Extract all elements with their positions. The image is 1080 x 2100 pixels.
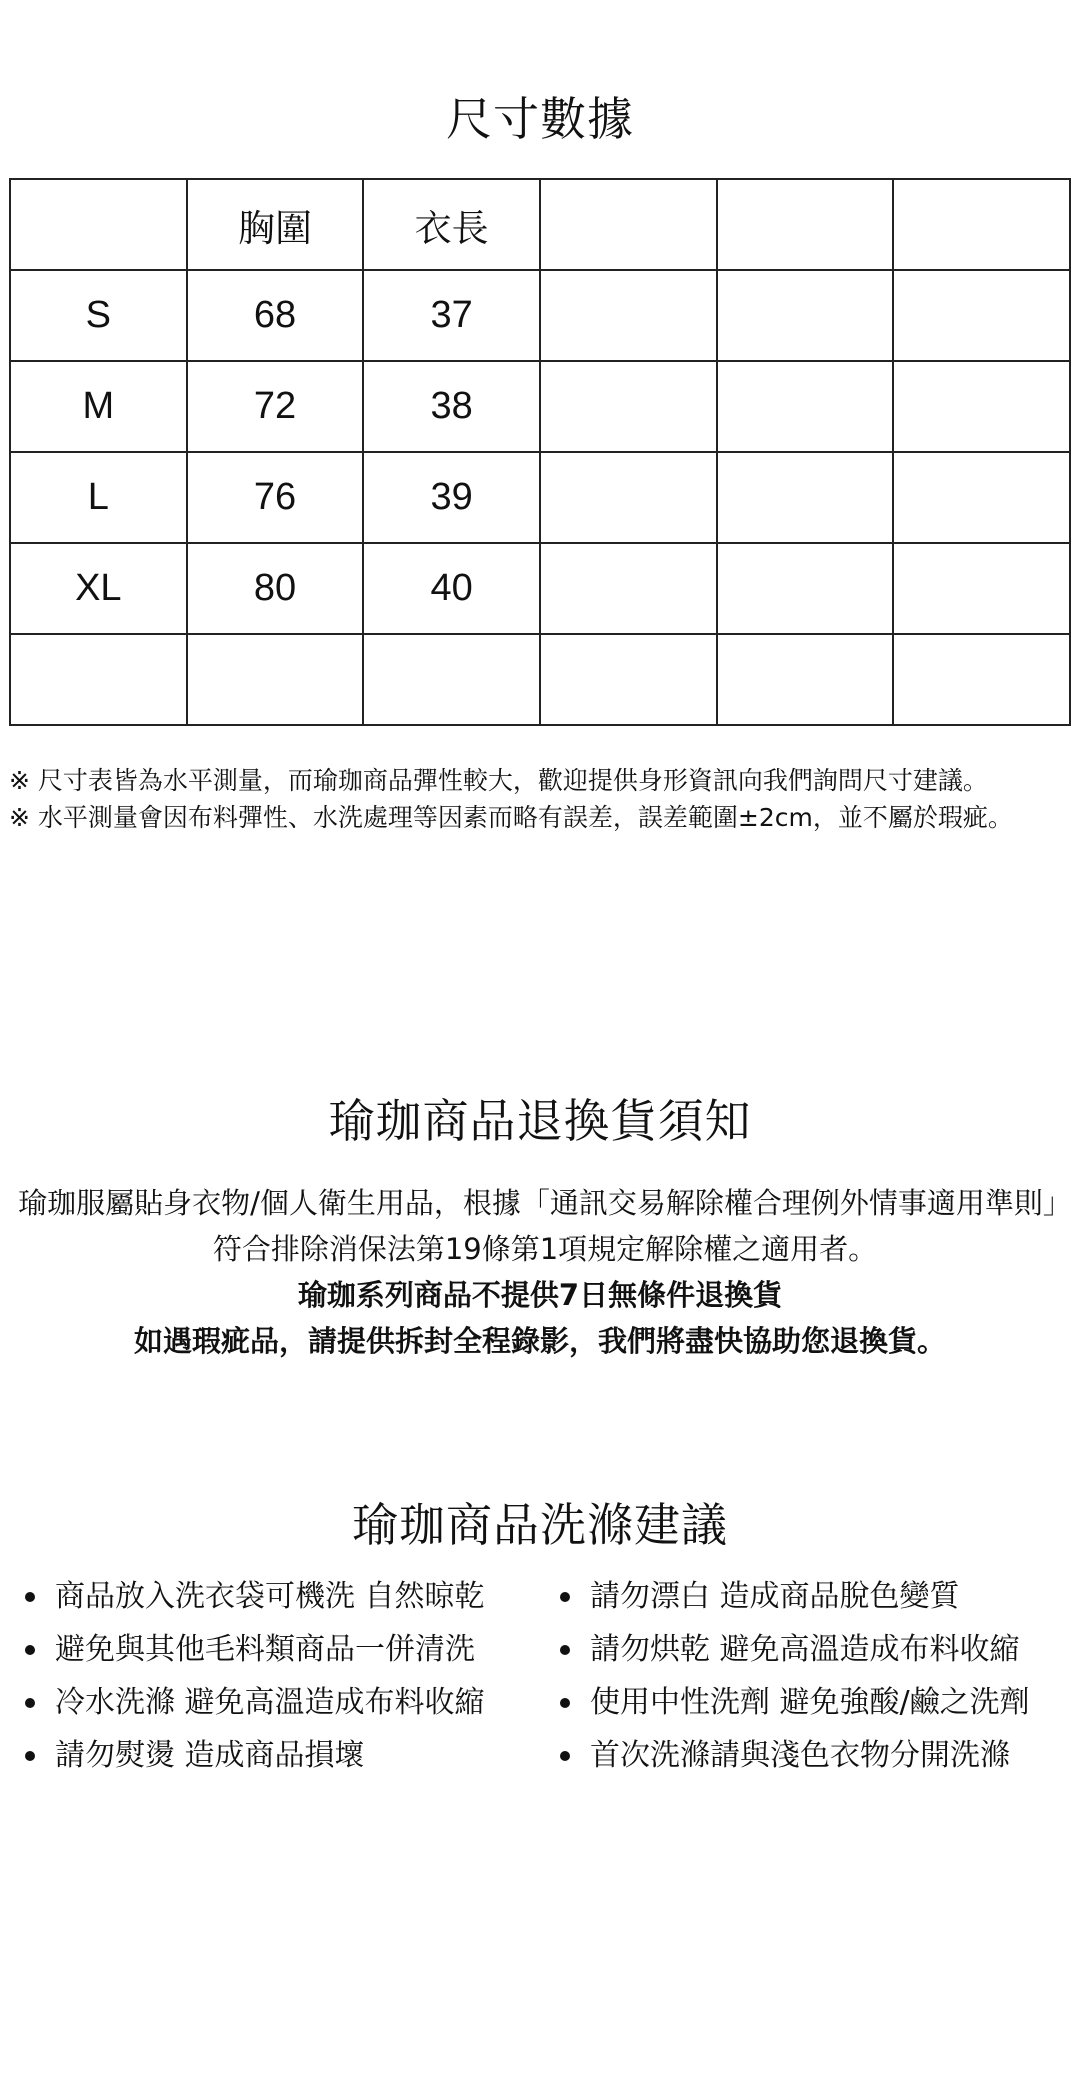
table-cell	[893, 179, 1070, 270]
size-note: ※ 水平測量會因布料彈性、水洗處理等因素而略有誤差，誤差範圍±2cm，並不屬於瑕疵。	[9, 803, 1013, 832]
size-label: S	[10, 270, 187, 361]
table-row	[10, 634, 1070, 725]
length-value: 39	[363, 452, 540, 543]
chest-value: 80	[187, 543, 364, 634]
length-value: 40	[363, 543, 540, 634]
bullet-icon	[560, 1645, 570, 1655]
size-label: L	[10, 452, 187, 543]
table-cell	[717, 452, 894, 543]
care-instructions-title: 瑜珈商品洗滌建議	[352, 1498, 728, 1552]
care-item-text: 避免與其他毛料類商品一併清洗	[55, 1632, 475, 1667]
table-row	[10, 361, 1070, 452]
care-item-text: 使用中性洗劑 避免強酸/鹼之洗劑	[590, 1685, 1030, 1720]
return-policy-paragraph: 瑜珈服屬貼身衣物/個人衛生用品，根據「通訊交易解除權合理例外情事適用準則」符合排除消保法第19條第1項規定解除權之適用者。	[18, 1186, 1072, 1266]
chest-value: 68	[187, 270, 364, 361]
size-label	[10, 634, 187, 725]
table-cell	[540, 543, 717, 634]
table-row	[10, 270, 1070, 361]
list-item	[560, 1676, 1075, 1729]
care-item-text: 請勿烘乾 避免高溫造成布料收縮	[590, 1632, 1020, 1667]
size-chart-title: 尺寸數據	[446, 92, 634, 146]
table-cell	[10, 179, 187, 270]
table-header-chest: 胸圍	[187, 179, 364, 270]
table-cell	[893, 361, 1070, 452]
table-header-row	[10, 179, 1070, 270]
chest-value: 72	[187, 361, 364, 452]
return-policy-bold-line: 瑜珈系列商品不提供7日無條件退換貨	[297, 1278, 783, 1312]
table-cell	[540, 361, 717, 452]
table-cell	[717, 543, 894, 634]
care-item-text: 商品放入洗衣袋可機洗 自然晾乾	[55, 1579, 485, 1614]
list-item	[25, 1729, 545, 1782]
table-cell	[893, 452, 1070, 543]
table-cell	[717, 270, 894, 361]
size-table	[9, 178, 1071, 726]
list-item	[560, 1623, 1075, 1676]
return-policy-body	[0, 1180, 1080, 1364]
bullet-icon	[560, 1698, 570, 1708]
care-item-text: 請勿漂白 造成商品脫色變質	[590, 1579, 960, 1614]
return-policy-bold-line: 如遇瑕疵品，請提供拆封全程錄影，我們將盡快協助您退換貨。	[133, 1324, 946, 1358]
table-row	[10, 543, 1070, 634]
table-cell	[540, 179, 717, 270]
table-cell	[717, 634, 894, 725]
table-cell	[540, 452, 717, 543]
length-value: 37	[363, 270, 540, 361]
list-item	[560, 1570, 1075, 1623]
table-row	[10, 452, 1070, 543]
bullet-icon	[25, 1592, 35, 1602]
length-value: 38	[363, 361, 540, 452]
size-notes	[9, 762, 1071, 836]
care-list-right	[560, 1570, 1075, 1782]
return-policy-title: 瑜珈商品退換貨須知	[328, 1094, 752, 1148]
size-label: XL	[10, 543, 187, 634]
table-cell	[717, 179, 894, 270]
table-cell	[540, 634, 717, 725]
table-cell	[540, 270, 717, 361]
bullet-icon	[560, 1592, 570, 1602]
list-item	[560, 1729, 1075, 1782]
size-label: M	[10, 361, 187, 452]
table-cell	[893, 270, 1070, 361]
list-item	[25, 1623, 545, 1676]
length-value	[363, 634, 540, 725]
chest-value	[187, 634, 364, 725]
list-item	[25, 1570, 545, 1623]
bullet-icon	[25, 1645, 35, 1655]
bullet-icon	[25, 1751, 35, 1761]
care-item-text: 首次洗滌請與淺色衣物分開洗滌	[590, 1738, 1010, 1773]
table-header-length: 衣長	[363, 179, 540, 270]
bullet-icon	[25, 1698, 35, 1708]
table-cell	[893, 634, 1070, 725]
bullet-icon	[560, 1751, 570, 1761]
care-list-left	[25, 1570, 545, 1782]
table-cell	[717, 361, 894, 452]
care-item-text: 冷水洗滌 避免高溫造成布料收縮	[55, 1685, 485, 1720]
table-cell	[893, 543, 1070, 634]
chest-value: 76	[187, 452, 364, 543]
care-item-text: 請勿熨燙 造成商品損壞	[55, 1738, 365, 1773]
size-note: ※ 尺寸表皆為水平測量，而瑜珈商品彈性較大，歡迎提供身形資訊向我們詢問尺寸建議。	[9, 766, 988, 795]
list-item	[25, 1676, 545, 1729]
